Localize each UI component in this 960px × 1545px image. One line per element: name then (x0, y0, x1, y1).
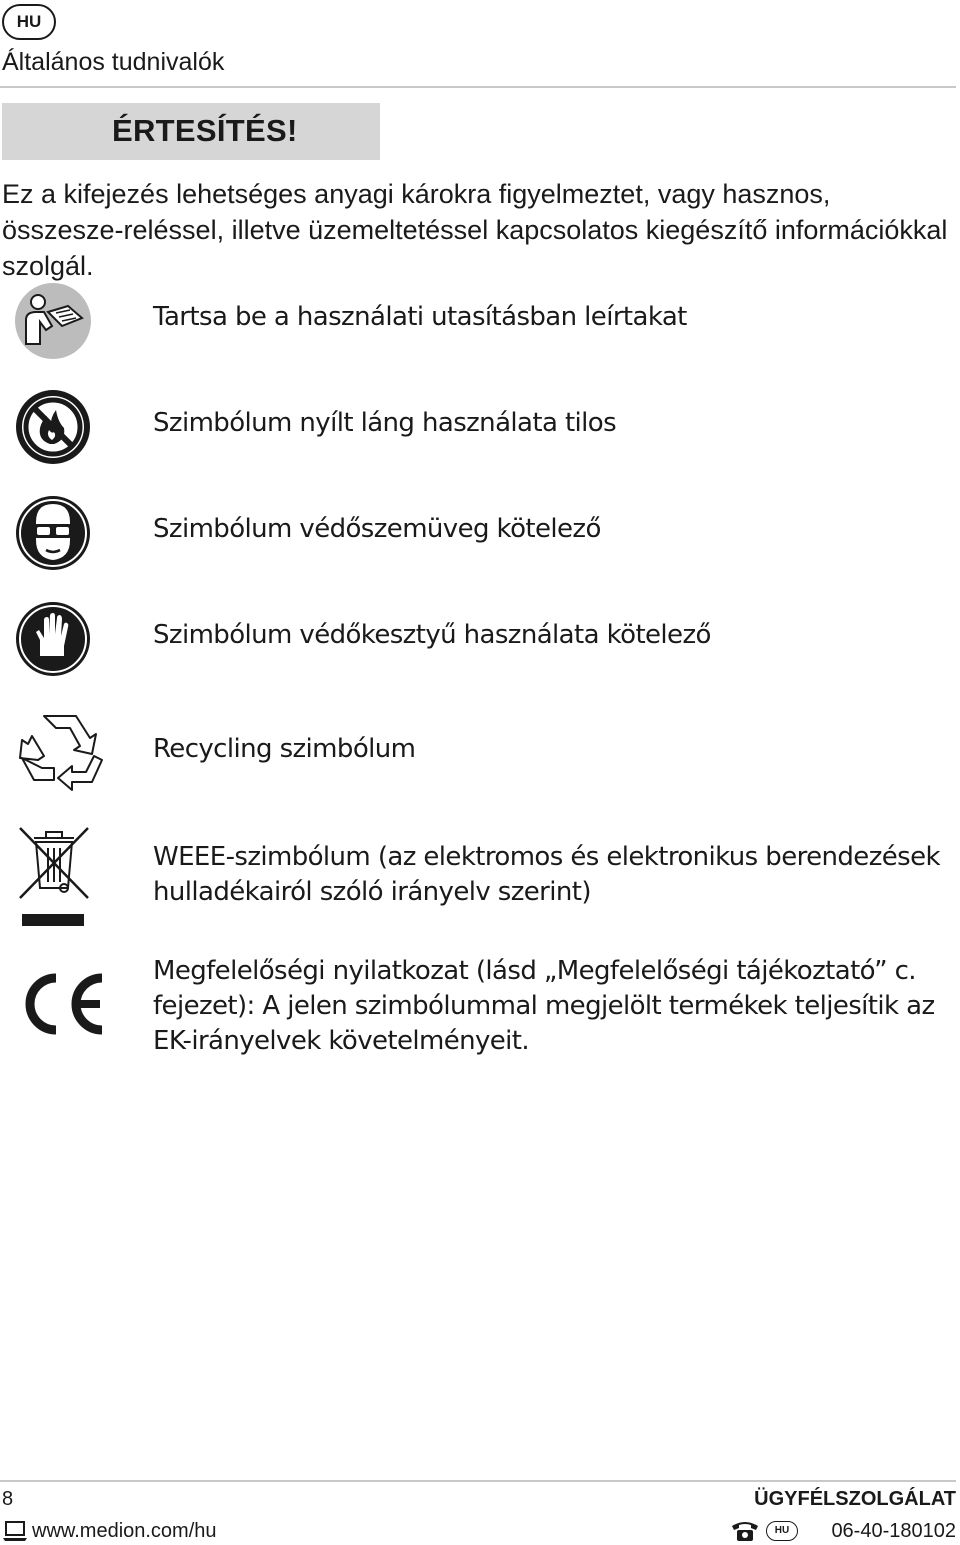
symbol-text-read-manual: Tartsa be a használati utasításban leírtakat (153, 302, 687, 332)
service-label: ÜGYFÉLSZOLGÁLAT (754, 1488, 956, 1510)
phone-language-badge: HU (766, 1521, 798, 1541)
symbol-text-ce: Megfelelőségi nyilatkozat (lásd „Megfelelőségi tájékoztató” c. fejezet): A jelen szimbólummal megjelölt termékek teljesítik az EK-irányelvek követelményeit. (153, 956, 935, 1056)
ce-mark-icon (16, 970, 108, 1038)
header-divider (0, 86, 956, 88)
page-number: 8 (2, 1488, 14, 1510)
symbol-text-no-flame: Szimbólum nyílt láng használata tilos (153, 408, 617, 438)
section-title: Általános tudnivalók (2, 48, 225, 76)
language-badge: HU (2, 4, 56, 40)
laptop-icon (2, 1520, 28, 1542)
telephone-icon (730, 1518, 760, 1542)
website-link[interactable]: www.medion.com/hu (32, 1520, 217, 1542)
weee-crossed-bin-icon (18, 826, 90, 930)
safety-goggles-icon (14, 494, 92, 572)
symbol-text-recycling: Recycling szimbólum (153, 734, 416, 764)
footer-divider (0, 1480, 956, 1482)
read-manual-icon (14, 282, 92, 360)
notice-title: ÉRTESÍTÉS! (112, 113, 298, 148)
recycling-icon (14, 710, 108, 796)
protective-gloves-icon (14, 600, 92, 678)
phone-number: 06-40-180102 (831, 1520, 956, 1542)
symbol-text-gloves: Szimbólum védőkesztyű használata kötelező (153, 620, 711, 650)
notice-text: Ez a kifejezés lehetséges anyagi károkra figyelmeztet, vagy hasznos, összesze-reléssel, illetve üzemeltetéssel kapcsolatos kiegészítő információkkal szolgál. (2, 179, 948, 281)
symbol-text-goggles: Szimbólum védőszemüveg kötelező (153, 514, 601, 544)
notice-banner (2, 103, 380, 160)
no-open-flame-icon (14, 388, 92, 466)
symbol-text-weee: WEEE-szimbólum (az elektromos és elektronikus berendezések hulladékairól szóló irányelv szerint) (153, 842, 940, 907)
